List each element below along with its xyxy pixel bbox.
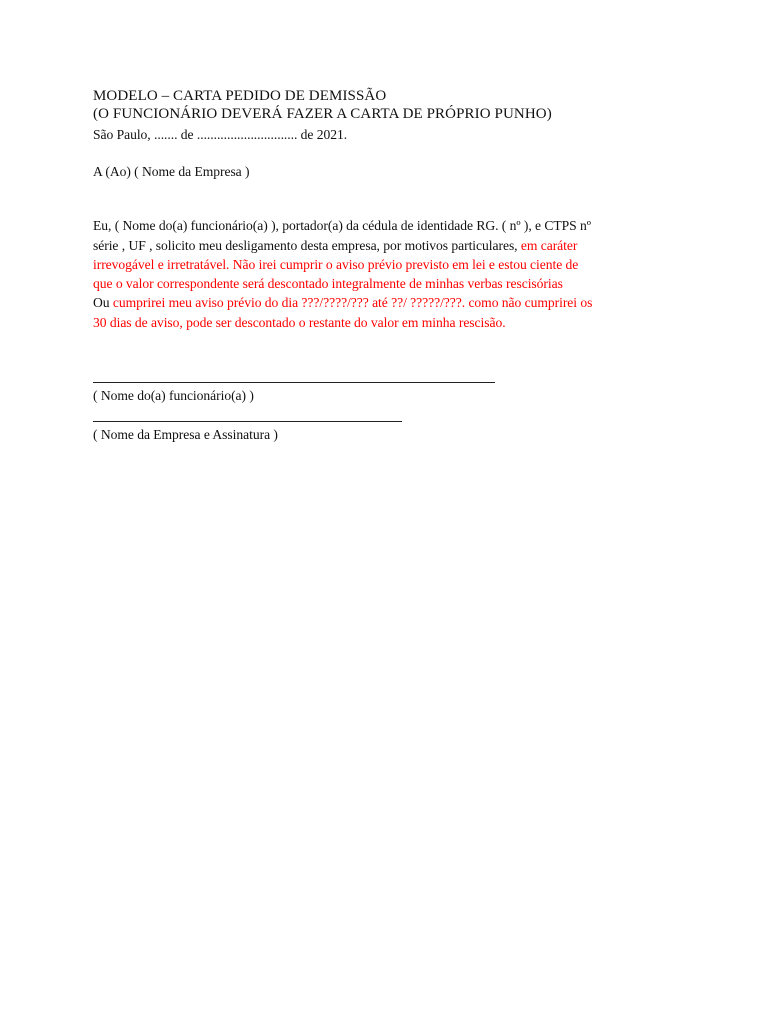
body-line-2 [93,238,577,254]
signature-label-employee: ( Nome do(a) funcionário(a) ) [93,388,254,403]
body-line-5 [93,295,592,311]
body-line-2-text: série , UF , solicito meu desligamento desta empresa, por motivos particulares, [93,238,521,253]
signature-label-company: ( Nome da Empresa e Assinatura ) [93,427,278,442]
date-line: São Paulo, ....... de .............................. de 2021. [93,127,348,142]
recipient-line: A (Ao) ( Nome da Empresa ) [93,164,250,179]
signature-line-employee [93,382,495,383]
document-title: MODELO – CARTA PEDIDO DE DEMISSÃO [93,88,387,104]
body-line-3: irrevogável e irretratável. Não irei cumprir o aviso prévio previsto em lei e estou ciente de [93,257,579,272]
signature-line-company [93,421,402,422]
body-line-1: Eu, ( Nome do(a) funcionário(a) ), portador(a) da cédula de identidade RG. ( nº ), e CTPS nº [93,218,591,233]
body-line-6: 30 dias de aviso, pode ser descontado o restante do valor em minha rescisão. [93,315,506,330]
body-line-4: que o valor correspondente será descontado integralmente de minhas verbas rescisórias [93,276,563,291]
body-line-5-text: Ou [93,295,113,310]
document-subtitle: (O FUNCIONÁRIO DEVERÁ FAZER A CARTA DE PRÓPRIO PUNHO) [93,106,552,122]
body-line-2-highlight: em caráter [520,238,578,253]
body-line-5-highlight: cumprirei meu aviso prévio do dia ???/????/??? até ??/ ?????/???. como não cumprirei os [112,295,593,310]
